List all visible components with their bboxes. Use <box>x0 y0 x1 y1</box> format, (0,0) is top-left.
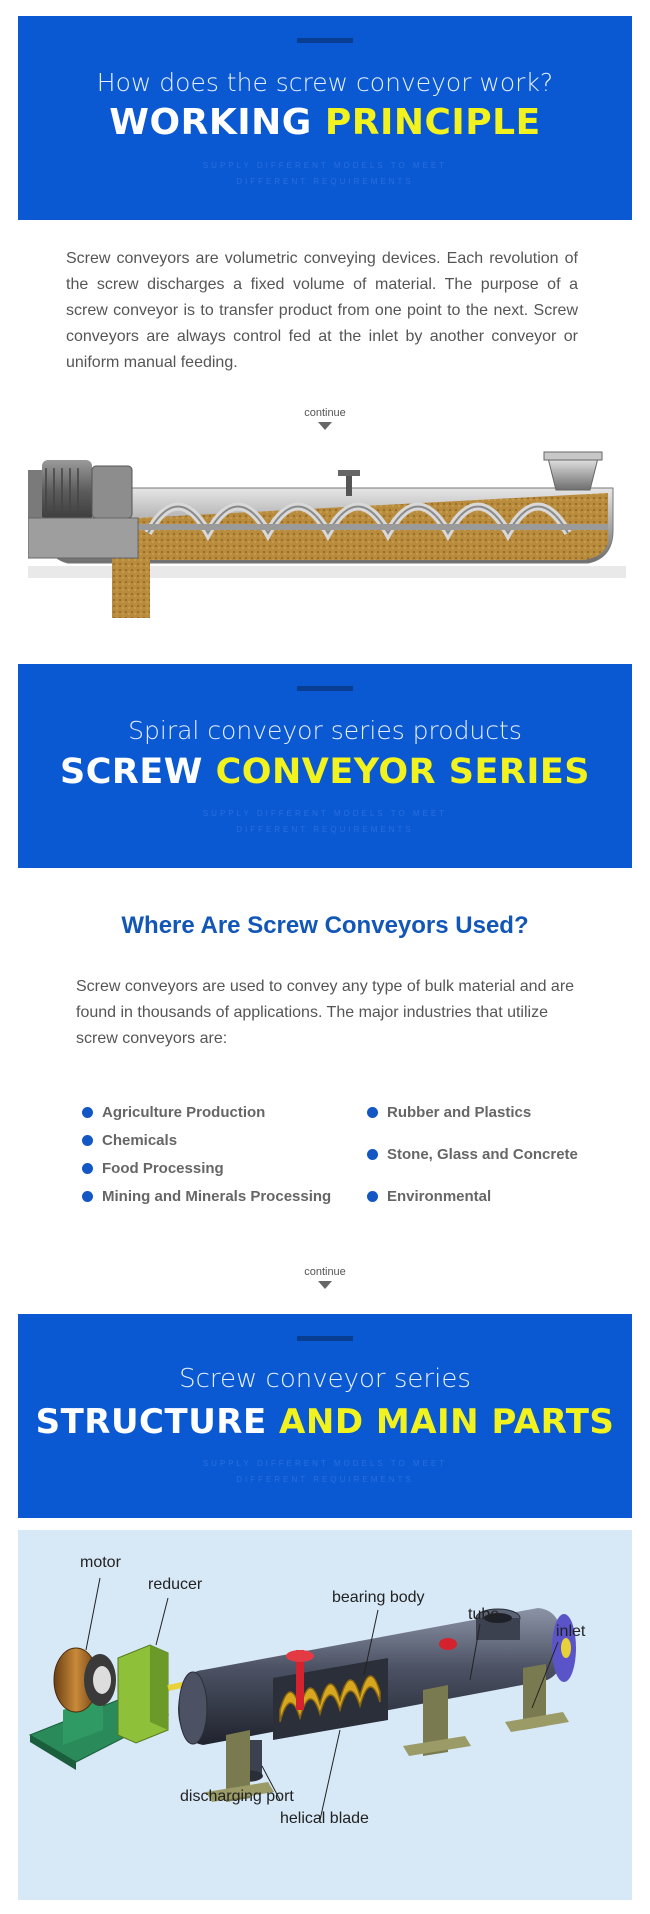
banner-subtitle: Screw conveyor series <box>179 1364 471 1394</box>
banner-accent-bar <box>297 38 353 43</box>
faint-line-1: SUPPLY DIFFERENT MODELS TO MEET <box>202 161 448 170</box>
bullet-icon <box>367 1149 378 1160</box>
list-item-label: Rubber and Plastics <box>387 1104 532 1121</box>
label-motor: motor <box>80 1554 121 1571</box>
label-discharging-port: discharging port <box>180 1788 294 1805</box>
banner-title-yellow: CONVEYOR SERIES <box>215 752 590 792</box>
banner-working-principle <box>18 16 632 220</box>
list-item <box>102 1160 224 1177</box>
banner-faint-text <box>18 806 632 838</box>
faint-line-2: DIFFERENT REQUIREMENTS <box>236 177 414 186</box>
banner-screw-conveyor-series <box>18 664 632 868</box>
list-item <box>102 1188 331 1205</box>
list-item <box>387 1188 491 1205</box>
list-item-label: Mining and Minerals Processing <box>102 1188 332 1205</box>
list-item-label: Stone, Glass and Concrete <box>387 1146 578 1163</box>
list-item-label: Food Processing <box>102 1160 224 1177</box>
list-item-label: Environmental <box>387 1188 492 1205</box>
banner-title-white: STRUCTURE <box>35 1402 280 1442</box>
list-item-label: Agriculture Production <box>102 1104 266 1121</box>
banner-title <box>18 1402 632 1442</box>
label-bearing-body: bearing body <box>332 1589 425 1606</box>
label-inlet: inlet <box>556 1623 586 1640</box>
banner-subtitle: How does the screw conveyor work? <box>96 68 554 97</box>
banner-faint-text <box>18 1456 632 1488</box>
intro-paragraph: Screw conveyors are volumetric conveying devices. Each revolution of the screw discharges a fixed volume of material. The purpose of a screw conveyor is to transfer product from one point to the next. Screw conveyors are always control fed at the inlet by another conveyor or uniform manual feeding. <box>66 250 578 371</box>
label-helical-blade: helical blade <box>280 1810 369 1827</box>
faint-line-1: SUPPLY DIFFERENT MODELS TO MEET <box>202 809 448 818</box>
list-item <box>102 1132 177 1149</box>
list-item-label: Chemicals <box>102 1132 178 1149</box>
list-item <box>102 1104 265 1121</box>
label-reducer: reducer <box>148 1576 203 1593</box>
banner-title <box>18 752 632 792</box>
bullet-icon <box>82 1163 93 1174</box>
faint-line-2: DIFFERENT REQUIREMENTS <box>236 1475 414 1484</box>
list-item <box>387 1146 578 1163</box>
banner-accent-bar <box>297 686 353 691</box>
bullet-icon <box>367 1107 378 1118</box>
structure-diagram <box>18 1530 632 1900</box>
down-arrow-icon <box>318 1281 332 1289</box>
banner-faint-text <box>18 158 632 190</box>
banner-title <box>18 102 632 143</box>
faint-line-2: DIFFERENT REQUIREMENTS <box>236 825 414 834</box>
bullet-icon <box>82 1107 93 1118</box>
banner-subtitle: Spiral conveyor series products <box>128 716 522 745</box>
faint-line-1: SUPPLY DIFFERENT MODELS TO MEET <box>202 1459 448 1468</box>
bullet-icon <box>82 1191 93 1202</box>
section-heading: Where Are Screw Conveyors Used? <box>121 912 529 939</box>
banner-title-yellow: AND MAIN PARTS <box>279 1402 615 1442</box>
banner-title-yellow: PRINCIPLE <box>324 102 541 143</box>
conveyor-structure-illustration <box>18 1530 632 1900</box>
bullet-icon <box>367 1191 378 1202</box>
banner-title-white: SCREW <box>60 752 216 792</box>
bullet-icon <box>82 1135 93 1146</box>
continue-indicator[interactable] <box>0 1266 650 1289</box>
where-paragraph: Screw conveyors are used to convey any type of bulk material and are found in thousands of applications. The major industries that utilize screw conveyors are: <box>76 978 575 1047</box>
banner-title-white: WORKING <box>109 102 325 143</box>
continue-label: continue <box>304 407 346 419</box>
banner-structure-main-parts <box>18 1314 632 1518</box>
banner-accent-bar <box>297 1336 353 1341</box>
list-item <box>387 1104 531 1121</box>
label-tube: tube <box>468 1606 500 1623</box>
screw-conveyor-illustration <box>28 418 628 618</box>
continue-label: continue <box>304 1266 346 1278</box>
